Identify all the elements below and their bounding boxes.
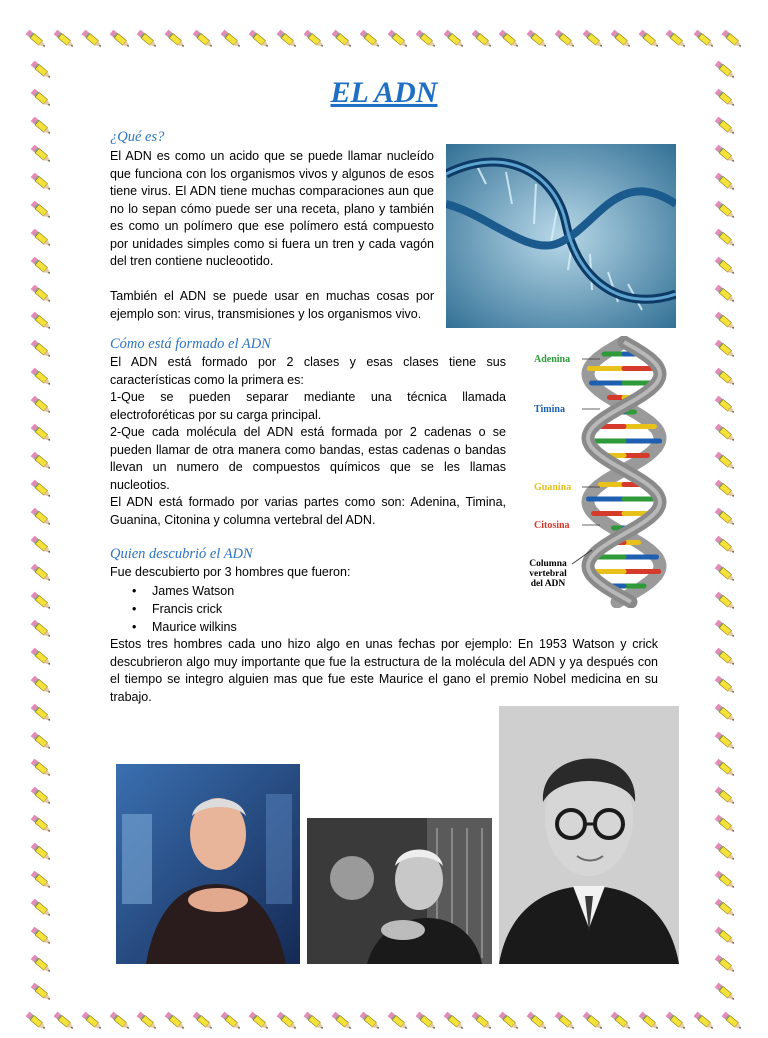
- pencil-icon: [27, 978, 55, 1006]
- pencil-icon: [412, 25, 440, 53]
- pencil-icon: [27, 699, 55, 727]
- list-item: • James Watson: [110, 582, 237, 600]
- diagram-label-columna3: del ADN: [530, 579, 566, 589]
- pencil-icon: [27, 112, 55, 140]
- pencil-icon: [27, 922, 55, 950]
- pencil-icon: [27, 168, 55, 196]
- pencil-icon: [27, 587, 55, 615]
- pencil-icon: [711, 140, 739, 168]
- pencil-icon: [78, 25, 106, 53]
- pencil-icon: [27, 643, 55, 671]
- heading-quien-descubrio: Quien descubrió el ADN: [110, 546, 253, 562]
- pencil-icon: [27, 810, 55, 838]
- pencil-icon: [300, 25, 328, 53]
- pencil-icon: [690, 25, 718, 53]
- pencil-icon: [711, 894, 739, 922]
- pencil-icon: [440, 1007, 468, 1035]
- heading-como-formado: Cómo está formado el ADN: [110, 336, 271, 352]
- diagram-label-columna1: Columna: [529, 559, 567, 569]
- pencil-icon: [468, 25, 496, 53]
- pencil-icon: [711, 531, 739, 559]
- text-como-formado-4: El ADN está formado por varias partes como son: Adenina, Timina, Guanina, Citonina y columna vertebral del ADN.: [110, 495, 506, 527]
- text-como-formado-3: 2-Que cada molécula del ADN está formada por 2 cadenas o se pueden llamar de otra manera como bandas, estas cadenas o bandas llevan un numero de compuestos químicos que se les llamas nucleotios.: [110, 425, 506, 492]
- diagram-label-timina: Timina: [534, 404, 565, 415]
- text-que-es-1: El ADN es como un acido que se puede llamar nucleído que funciona con los organismos vivos y algunos de esos tiene virus. El ADN tiene muchas comparaciones aun que no lo sepan cómo puede ser una receta, plano y también es como un polímero que ese polímero está compuesto por unidades simples como si fuera un tren y cada vagón del tren contiene nucleootido.: [110, 149, 434, 268]
- pencil-icon: [384, 25, 412, 53]
- pencil-icon: [718, 25, 746, 53]
- pencil-icon: [27, 559, 55, 587]
- diagram-label-columna2: vertebral: [529, 569, 567, 579]
- pencil-icon: [718, 1007, 746, 1035]
- pencil-icon: [27, 615, 55, 643]
- pencil-icon: [711, 447, 739, 475]
- pencil-icon: [189, 25, 217, 53]
- pencil-icon: [711, 196, 739, 224]
- pencil-icon: [711, 922, 739, 950]
- list-item: • Maurice wilkins: [110, 618, 237, 636]
- pencil-icon: [711, 168, 739, 196]
- text-como-formado-1: El ADN está formado por 2 clases y esas clases tiene sus características como la primera es:: [110, 355, 506, 387]
- pencil-icon: [711, 224, 739, 252]
- pencil-border-right: [708, 56, 742, 1006]
- pencil-icon: [523, 1007, 551, 1035]
- pencil-icon: [711, 810, 739, 838]
- pencil-icon: [106, 1007, 134, 1035]
- portrait-maurice-wilkins: [499, 706, 679, 964]
- page-title: EL ADN: [330, 76, 438, 109]
- text-quien-closing: Estos tres hombres cada uno hizo algo en unas fechas por ejemplo: En 1953 Watson y crick descubrieron algo muy importante que fue la estructura de la molécula del ADN y ya después con el tiempo se integro alguien mas que fue este Maurice el gano el premio Nobel medicina en su trabajo.: [110, 637, 658, 704]
- pencil-icon: [27, 363, 55, 391]
- pencil-icon: [711, 950, 739, 978]
- pencil-icon: [607, 25, 635, 53]
- pencil-icon: [711, 252, 739, 280]
- pencil-icon: [635, 1007, 663, 1035]
- paragraph-como-formado: [110, 354, 506, 529]
- pencil-icon: [22, 25, 50, 53]
- text-que-es-2: También el ADN se puede usar en muchas cosas por ejemplo son: virus, transmisiones y los organismos vivo.: [110, 289, 434, 321]
- portrait-james-watson: [116, 764, 300, 964]
- pencil-icon: [161, 25, 189, 53]
- pencil-icon: [711, 391, 739, 419]
- pencil-icon: [27, 252, 55, 280]
- pencil-icon: [690, 1007, 718, 1035]
- pencil-icon: [50, 1007, 78, 1035]
- pencil-icon: [27, 782, 55, 810]
- pencil-icon: [133, 1007, 161, 1035]
- pencil-border-top: [22, 22, 746, 56]
- dna-structure-diagram: [512, 336, 678, 608]
- pencil-icon: [662, 1007, 690, 1035]
- pencil-icon: [27, 447, 55, 475]
- list-item: • Francis crick: [110, 600, 237, 618]
- pencil-icon: [50, 25, 78, 53]
- pencil-icon: [27, 671, 55, 699]
- diagram-label-citosina: Citosina: [534, 520, 570, 531]
- pencil-icon: [711, 643, 739, 671]
- pencil-icon: [711, 559, 739, 587]
- pencil-icon: [711, 112, 739, 140]
- pencil-icon: [711, 363, 739, 391]
- pencil-icon: [662, 25, 690, 53]
- pencil-icon: [27, 140, 55, 168]
- pencil-icon: [635, 25, 663, 53]
- pencil-icon: [328, 1007, 356, 1035]
- pencil-icon: [161, 1007, 189, 1035]
- pencil-icon: [711, 335, 739, 363]
- pencil-icon: [711, 419, 739, 447]
- pencil-icon: [217, 25, 245, 53]
- pencil-icon: [245, 1007, 273, 1035]
- pencil-icon: [27, 224, 55, 252]
- pencil-icon: [27, 838, 55, 866]
- pencil-icon: [106, 25, 134, 53]
- pencil-icon: [412, 1007, 440, 1035]
- dna-helix-photo: [446, 144, 676, 328]
- pencil-icon: [711, 727, 739, 755]
- pencil-icon: [27, 391, 55, 419]
- pencil-icon: [551, 25, 579, 53]
- text-como-formado-2: 1-Que se pueden separar mediante una técnica llamada electroforéticas por su carga principal.: [110, 390, 506, 422]
- pencil-icon: [328, 25, 356, 53]
- pencil-icon: [711, 838, 739, 866]
- pencil-icon: [27, 335, 55, 363]
- pencil-icon: [579, 1007, 607, 1035]
- pencil-icon: [711, 280, 739, 308]
- discoverers-list: [110, 582, 237, 636]
- heading-que-es: ¿Qué es?: [110, 129, 165, 145]
- pencil-icon: [273, 25, 301, 53]
- pencil-icon: [189, 1007, 217, 1035]
- pencil-icon: [27, 280, 55, 308]
- pencil-icon: [217, 1007, 245, 1035]
- portrait-francis-crick: [307, 818, 492, 964]
- pencil-icon: [711, 671, 739, 699]
- text-quien-intro: Fue descubierto por 3 hombres que fueron:: [110, 565, 351, 579]
- pencil-icon: [711, 615, 739, 643]
- pencil-icon: [27, 894, 55, 922]
- pencil-icon: [711, 782, 739, 810]
- pencil-icon: [523, 25, 551, 53]
- pencil-icon: [711, 307, 739, 335]
- diagram-label-guanina: Guanina: [534, 482, 572, 493]
- pencil-icon: [27, 754, 55, 782]
- pencil-icon: [27, 475, 55, 503]
- pencil-icon: [22, 1007, 50, 1035]
- pencil-icon: [579, 25, 607, 53]
- pencil-icon: [711, 587, 739, 615]
- pencil-icon: [27, 727, 55, 755]
- pencil-icon: [495, 25, 523, 53]
- pencil-icon: [356, 1007, 384, 1035]
- pencil-icon: [711, 475, 739, 503]
- pencil-icon: [78, 1007, 106, 1035]
- pencil-icon: [133, 25, 161, 53]
- pencil-icon: [711, 866, 739, 894]
- pencil-icon: [356, 25, 384, 53]
- pencil-icon: [711, 503, 739, 531]
- pencil-icon: [551, 1007, 579, 1035]
- pencil-icon: [711, 978, 739, 1006]
- pencil-icon: [711, 754, 739, 782]
- pencil-icon: [440, 25, 468, 53]
- pencil-icon: [27, 196, 55, 224]
- pencil-icon: [27, 503, 55, 531]
- pencil-border-bottom: [22, 1004, 746, 1038]
- pencil-icon: [607, 1007, 635, 1035]
- pencil-icon: [245, 25, 273, 53]
- diagram-label-adenina: Adenina: [534, 354, 571, 365]
- pencil-border-left: [24, 56, 58, 1006]
- pencil-icon: [27, 950, 55, 978]
- pencil-icon: [468, 1007, 496, 1035]
- pencil-icon: [27, 866, 55, 894]
- pencil-icon: [27, 531, 55, 559]
- pencil-icon: [384, 1007, 412, 1035]
- pencil-icon: [27, 307, 55, 335]
- pencil-icon: [711, 699, 739, 727]
- pencil-icon: [300, 1007, 328, 1035]
- pencil-icon: [495, 1007, 523, 1035]
- pencil-icon: [27, 419, 55, 447]
- pencil-icon: [273, 1007, 301, 1035]
- paragraph-que-es: [110, 148, 434, 323]
